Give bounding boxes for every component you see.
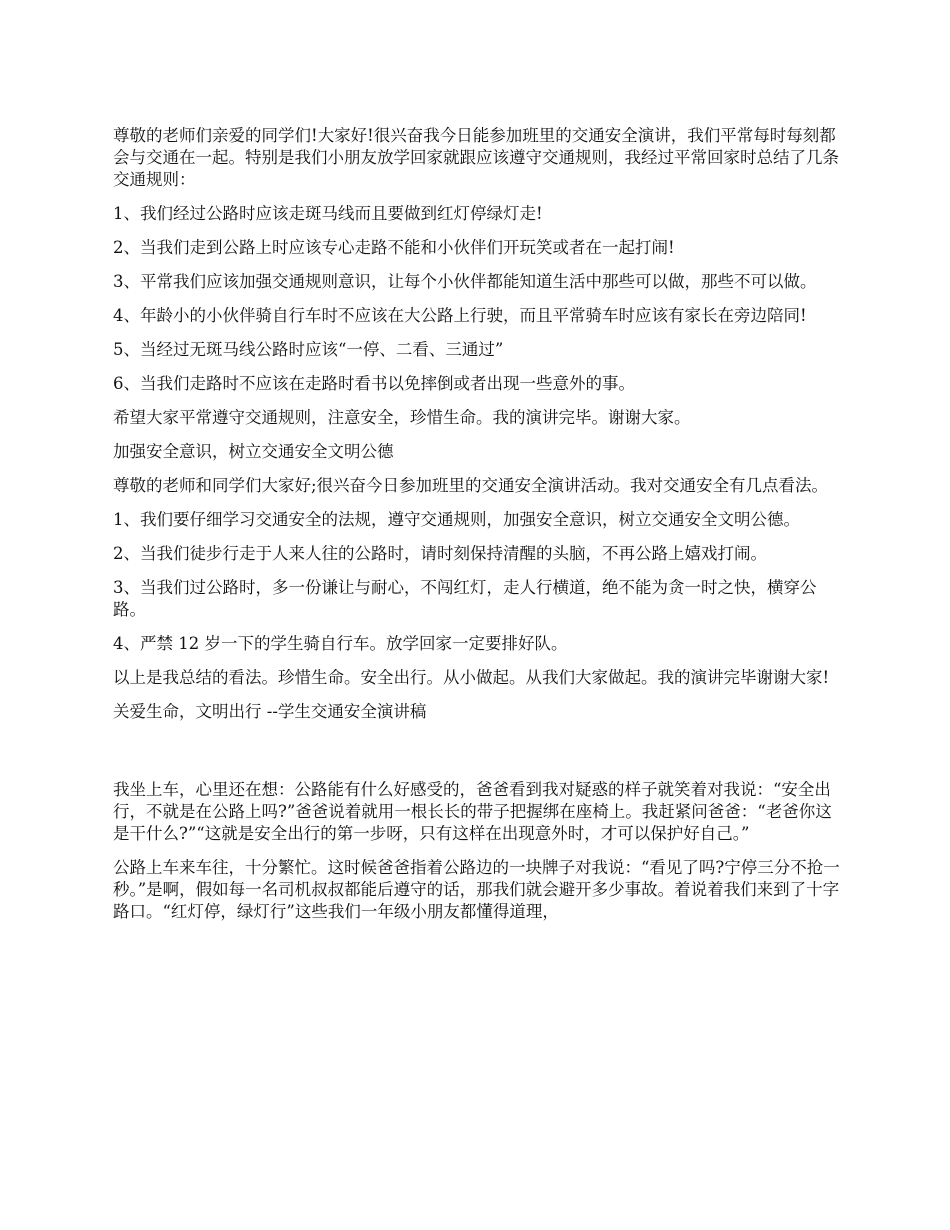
list-item: 2、当我们徒步行走于人来人往的公路时，请时刻保持清醒的头脑，不再公路上嬉戏打闹。 [113,544,767,563]
list-item: 1、我们要仔细学习交通安全的法规，遵守交通规则，加强安全意识，树立交通安全文明公德。 [113,510,800,529]
paragraph-closing: 希望大家平常遵守交通规则，注意安全，珍惜生命。我的演讲完毕。谢谢大家。 [113,408,691,427]
paragraph-body: 我坐上车，心里还在想：公路能有什么好感受的，爸爸看到我对疑惑的样子就笑着对我说：“安全出行，不就是在公路上吗?”爸爸说着就用一根长长的带子把握绑在座椅上。我赶紧问爸爸：“老爸你这是干什么?”“这就是安全出行的第一步呀，只有这样在出现意外时，才可以保护好自己。” [113,780,832,843]
list-item: 3、平常我们应该加强交通规则意识，让每个小伙伴都能知道生活中那些可以做，那些不可以做。 [113,272,817,291]
list-item: 5、当经过无斑马线公路时应该“一停、二看、三通过” [113,340,504,359]
blank-gap [113,735,843,779]
paragraph-intro: 尊敬的老师和同学们大家好;很兴奋今日参加班里的交通安全演讲活动。我对交通安全有几点看法。 [113,476,829,495]
list-item: 4、严禁 12 岁一下的学生骑自行车。放学回家一定要排好队。 [113,634,568,653]
section-title: 加强安全意识，树立交通安全文明公德 [113,442,394,461]
paragraph-closing: 以上是我总结的看法。珍惜生命。安全出行。从小做起。从我们大家做起。我的演讲完毕谢谢大家! [113,668,830,687]
paragraph-body: 公路上车来车往，十分繁忙。这时候爸爸指着公路边的一块牌子对我说：“看见了吗?宁停三分不抢一秒。”是啊，假如每一名司机叔叔都能后遵守的话，那我们就会避开多少事故。着说着我们来到了十字路口。“红灯停，绿灯行”这些我们一年级小朋友都懂得道理， [113,858,840,921]
document-body [113,125,843,935]
list-item: 4、年龄小的小伙伴骑自行车时不应该在大公路上行驶，而且平常骑车时应该有家长在旁边陪同! [113,306,807,325]
list-item: 6、当我们走路时不应该在走路时看书以免摔倒或者出现一些意外的事。 [113,374,635,393]
paragraph-intro: 尊敬的老师们亲爱的同学们!大家好!很兴奋我今日能参加班里的交通安全演讲，我们平常每时每刻都会与交通在一起。特别是我们小朋友放学回家就跟应该遵守交通规则，我经过平常回家时总结了几条交通规则： [113,126,839,189]
list-item: 2、当我们走到公路上时应该专心走路不能和小伙伴们开玩笑或者在一起打闹! [113,238,675,257]
list-item: 1、我们经过公路时应该走斑马线而且要做到红灯停绿灯走! [113,204,543,223]
section-title: 关爱生命，文明出行 --学生交通安全演讲稿 [113,702,427,721]
list-item: 3、当我们过公路时，多一份谦让与耐心，不闯红灯，走人行横道，绝不能为贪一时之快，横穿公路。 [113,578,817,619]
